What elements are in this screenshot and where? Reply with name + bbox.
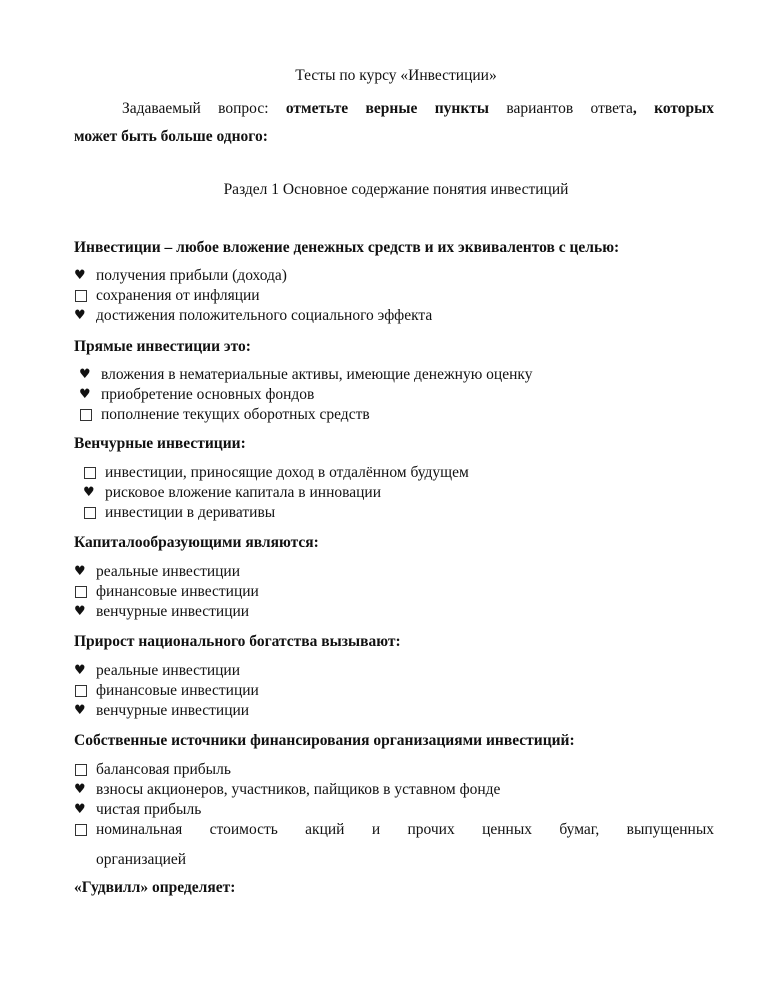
heart-icon: ♥ [79,367,91,382]
question-3-options [83,463,723,523]
answer-option[interactable] [74,602,714,622]
question-4: Капиталообразующими являются: [74,534,319,551]
option-text: венчурные инвестиции [96,702,250,719]
heart-icon: ♥ [83,485,95,500]
option-text: номинальная стоимость акций и прочих ценных бумаг, выпущенных [96,821,714,838]
checkbox-icon [74,582,96,602]
answer-option[interactable] [74,681,714,701]
answer-option[interactable] [83,463,723,483]
option-text: чистая прибыль [96,801,202,818]
instructions-prefix: Задаваемый вопрос: [122,100,286,117]
answer-option[interactable] [74,286,714,306]
question-1: Инвестиции – любое вложение денежных средств и их эквивалентов с целью: [74,239,620,256]
answer-option[interactable] [74,661,714,681]
option-text: рисковое вложение капитала в инновации [105,484,382,501]
answer-option[interactable] [79,385,719,405]
answer-option[interactable] [83,503,723,523]
option-text: венчурные инвестиции [96,603,250,620]
checkbox-icon [79,405,101,425]
checkbox-icon [83,463,105,483]
heart-icon: ♥ [74,802,86,817]
option-text: вложения в нематериальные активы, имеющие денежную оценку [101,366,533,383]
option-text: инвестиции, приносящие доход в отдалённом будущем [105,464,469,481]
option-text: балансовая прибыль [96,761,231,778]
heart-icon: ♥ [79,387,91,402]
option-text: реальные инвестиции [96,662,241,679]
instructions-middle: вариантов ответа [488,100,633,117]
question-2: Прямые инвестиции это: [74,338,251,355]
answer-option[interactable] [74,562,714,582]
question-4-options [74,562,714,622]
question-7: «Гудвилл» определяет: [74,879,236,896]
answer-option[interactable] [74,780,714,800]
option-text: достижения положительного социального эффекта [96,307,433,324]
answer-option[interactable] [83,483,723,503]
checkbox-icon [74,820,96,840]
answer-option[interactable] [74,266,714,286]
question-5: Прирост национального богатства вызывают: [74,633,401,650]
answer-option[interactable] [74,800,714,820]
answer-option[interactable] [74,820,714,840]
option-text: взносы акционеров, участников, пайщиков в уставном фонде [96,781,501,798]
heart-icon: ♥ [74,663,86,678]
instructions-line-2: может быть больше одного: [74,128,268,145]
heart-icon: ♥ [74,564,86,579]
instructions-emphasis: отметьте верные пункты [285,100,489,117]
checkbox-icon [83,503,105,523]
heart-icon: ♥ [74,782,86,797]
instructions [74,95,714,151]
heart-icon: ♥ [74,268,86,283]
question-2-options [79,365,719,425]
question-6: Собственные источники финансирования организациями инвестиций: [74,732,575,749]
heart-icon: ♥ [74,604,86,619]
option-text: пополнение текущих оборотных средств [101,406,370,423]
question-5-options [74,661,714,721]
checkbox-icon [74,760,96,780]
heart-icon: ♥ [74,703,86,718]
answer-option[interactable] [79,365,719,385]
checkbox-icon [74,286,96,306]
option-text: получения прибыли (дохода) [96,267,287,284]
answer-option[interactable] [79,405,719,425]
option-text: финансовые инвестиции [96,583,259,600]
option-text-continuation: организацией [96,851,187,868]
answer-option[interactable] [74,582,714,602]
checkbox-icon [74,681,96,701]
answer-option[interactable] [74,306,714,326]
document-title: Тесты по курсу «Инвестиции» [295,67,497,84]
answer-option[interactable] [74,760,714,780]
heart-icon: ♥ [74,308,86,323]
option-text: инвестиции в деривативы [105,504,276,521]
option-text: реальные инвестиции [96,563,241,580]
instructions-emphasis-2: , которых [632,100,714,117]
answer-option[interactable] [74,701,714,721]
section-title: Раздел 1 Основное содержание понятия инвестиций [223,181,569,198]
instructions-line-1 [74,95,714,123]
question-1-options [74,266,714,326]
question-6-options [74,760,714,870]
question-3: Венчурные инвестиции: [74,435,246,452]
option-text: приобретение основных фондов [101,386,315,403]
option-text: финансовые инвестиции [96,682,259,699]
option-text: сохранения от инфляции [96,287,260,304]
